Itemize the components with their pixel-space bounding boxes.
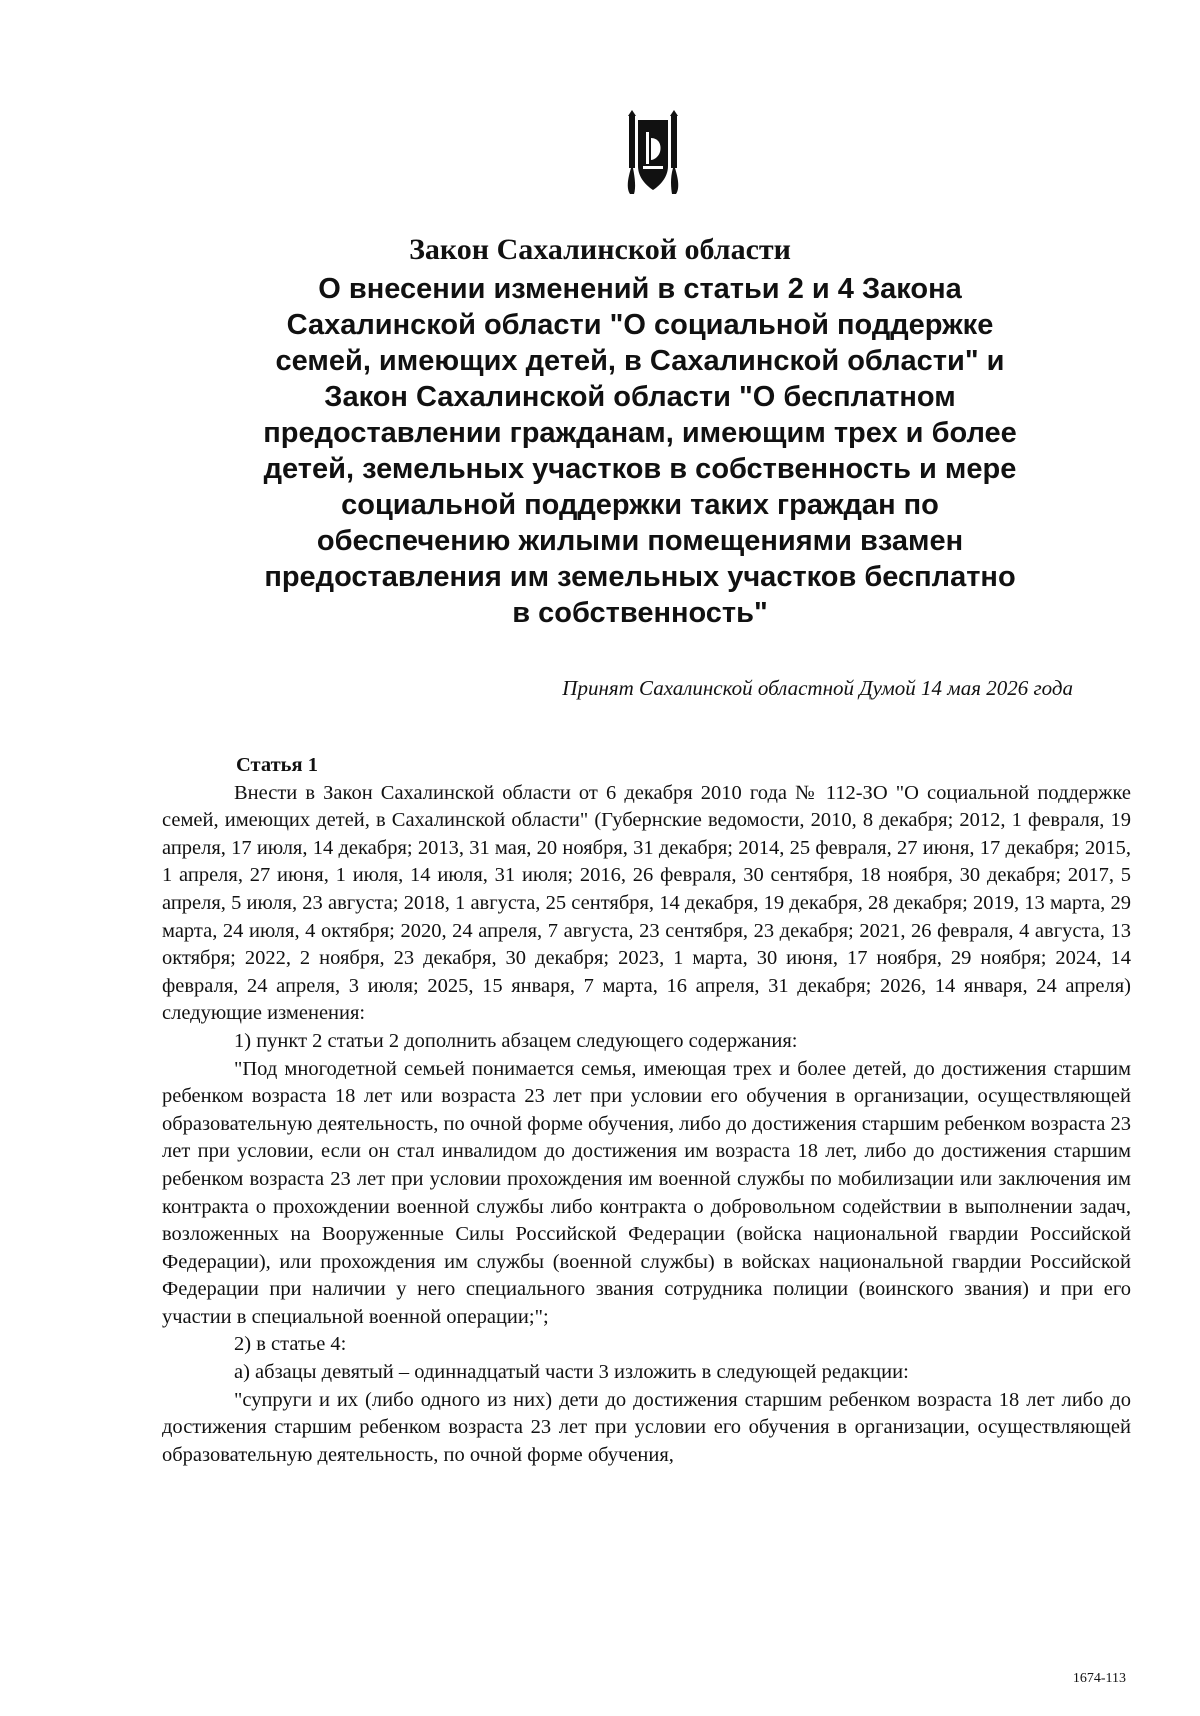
sakhalin-coat-of-arms-emblem — [625, 108, 681, 198]
body-paragraph: 2) в статье 4: — [234, 1333, 347, 1356]
article-heading: Статья 1 — [236, 754, 318, 776]
law-title-line: О внесении изменений в статьи 2 и 4 Закона — [318, 273, 962, 305]
law-title-line: в собственность" — [512, 597, 768, 629]
body-paragraph: а) абзацы девятый – одиннадцатый части 3 изложить в следующей редакции: — [234, 1361, 909, 1384]
law-title-line: предоставлении гражданам, имеющим трех и более — [263, 417, 1017, 449]
law-title-line: обеспечению жилыми помещениями взамен — [316, 525, 964, 557]
law-heading: Закон Сахалинской области — [409, 233, 791, 266]
body-paragraph: "супруги и их (либо одного из них) дети до достижения старшим ребенком возраста 18 лет либо до достижения старшим ребенком возраста 23 лет при условии его обучения в организации, осуществляющей образовательную деятельность, по очной форме обучения, — [162, 1388, 1131, 1466]
body-paragraph: Внести в Закон Сахалинской области от 6 декабря 2010 года № 112-ЗО "О социальной поддержке семей, имеющих детей, в Сахалинской области" (Губернские ведомости, 2010, 8 декабря; 2012, 1 февраля, 19 апреля, 17 июля, 14 декабря; 2013, 31 мая, 20 ноября, 31 декабря; 2014, 25 февраля, 27 июня, 17 декабря; 2015, 1 апреля, 27 июня, 1 июля, 14 июля, 31 июля; 2016, 26 февраля, 30 сентября, 18 ноября, 30 декабря; 2017, 5 апреля, 5 июля, 23 августа; 2018, 1 августа, 25 сентября, 14 декабря, 19 декабря, 28 декабря; 2019, 13 марта, 29 марта, 24 июля, 4 октября; 2020, 24 апреля, 7 августа, 23 сентября, 23 декабря; 2021, 26 февраля, 4 августа, 13 октября; 2022, 2 ноября, 23 декабря, 30 декабря; 2023, 1 марта, 30 июня, 17 ноября, 29 ноября; 2024, 14 февраля, 24 апреля, 3 июля; 2025, 15 января, 7 марта, 16 апреля, 31 декабря; 2026, 14 января, 24 апреля) следующие изменения: — [162, 781, 1131, 1025]
law-title-line: социальной поддержки таких граждан по — [341, 489, 939, 521]
page-code: 1674-113 — [1072, 1671, 1126, 1686]
law-body — [162, 752, 1131, 1469]
law-title-line: предоставления им земельных участков бесплатно — [264, 561, 1016, 593]
law-title-line: Сахалинской области "О социальной поддержке — [286, 309, 994, 341]
law-title-line: Закон Сахалинской области "О бесплатном — [324, 381, 956, 413]
law-title-line: семей, имеющих детей, в Сахалинской области" и — [275, 345, 1005, 377]
body-paragraph: "Под многодетной семьей понимается семья, имеющая трех и более детей, до достижения старшим ребенком возраста 18 лет или возраста 23 лет при условии его обучения в организации, осуществляющей образовательную деятельность, по очной форме обучения, либо до достижения старшим ребенком возраста 23 лет при условии, если он стал инвалидом до достижения им возраста 18 лет, либо до достижения старшим ребенком возраста 23 лет при условии прохождения им военной службы по мобилизации или заключения им контракта о прохождении военной службы либо контракта о добровольном содействии в выполнении задач, возложенных на Вооруженные Силы Российской Федерации (войска национальной гвардии Российской Федерации), или прохождения им службы (военной службы) в войсках национальной гвардии Российской Федерации при наличии у него специального звания сотрудника полиции (воинского звания) и при его участии в специальной военной операции;"; — [162, 1057, 1131, 1328]
law-title-line: детей, земельных участков в собственность и мере — [263, 453, 1017, 485]
law-title — [200, 271, 1080, 631]
adoption-note: Принят Сахалинской областной Думой 14 мая 2026 года — [562, 676, 1073, 700]
body-paragraph: 1) пункт 2 статьи 2 дополнить абзацем следующего содержания: — [234, 1029, 798, 1052]
